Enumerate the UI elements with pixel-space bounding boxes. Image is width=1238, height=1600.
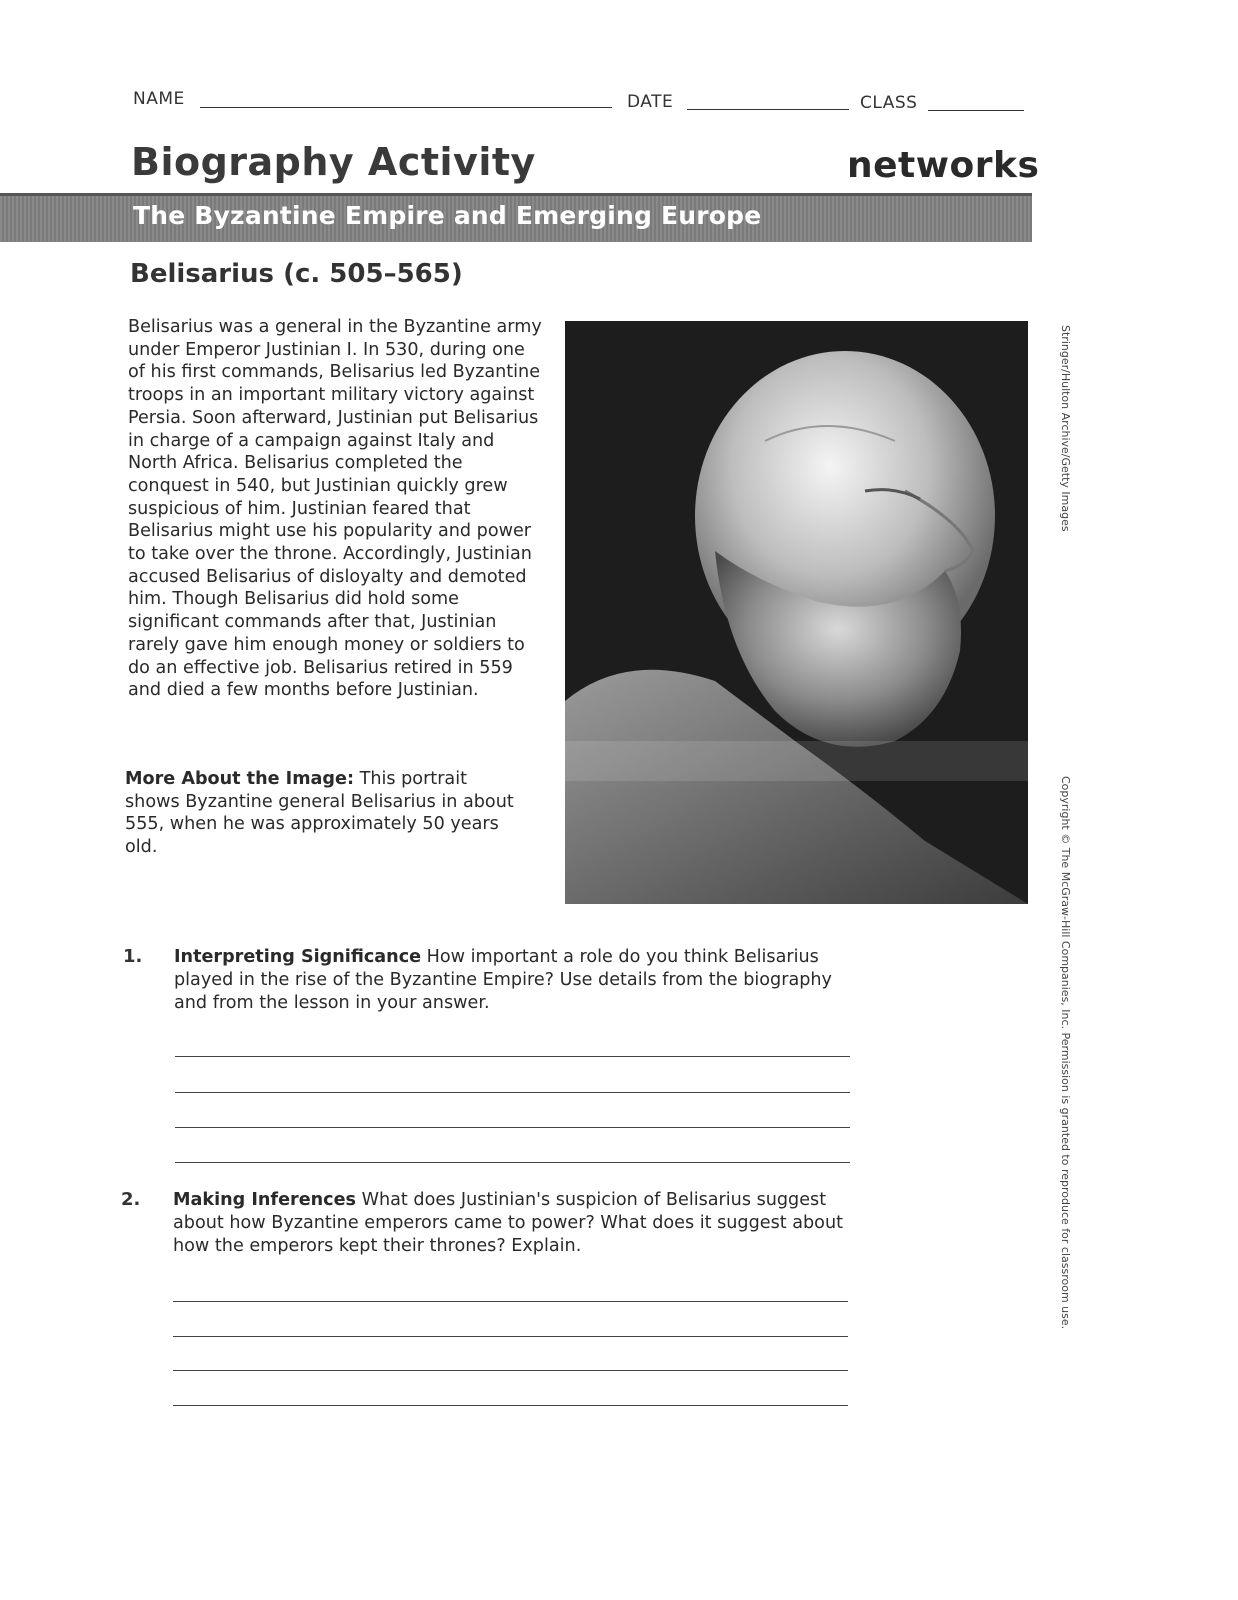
subject-heading: Belisarius (c. 505–565): [130, 259, 463, 289]
portrait-drawing: [565, 321, 1028, 904]
answer-line[interactable]: [173, 1405, 848, 1406]
more-about-image: [125, 768, 525, 859]
question-1-number: 1.: [123, 946, 143, 967]
brand-logo: networks: [847, 145, 1040, 186]
question-2-text: What does Justinian's suspicion of Belisarius suggest about how Byzantine emperors came to power? What does it suggest about how the emperors kept their thrones? Explain.: [173, 1190, 843, 1256]
answer-line[interactable]: [175, 1127, 850, 1128]
copyright-notice: Copyright © The McGraw-Hill Companies, Inc. Permission is granted to reproduce for classroom use.: [1059, 776, 1072, 1330]
page-title: Biography Activity: [131, 140, 536, 184]
name-label: NAME: [133, 89, 185, 109]
date-field[interactable]: [687, 109, 849, 110]
question-1-text: How important a role do you think Belisarius played in the rise of the Byzantine Empire? Use details from the biography and from the lesson in your answer.: [174, 947, 832, 1013]
name-field[interactable]: [200, 107, 612, 108]
portrait-image: [565, 321, 1028, 904]
answer-line[interactable]: [173, 1336, 848, 1337]
question-2-number: 2.: [121, 1189, 141, 1210]
class-field[interactable]: [928, 110, 1024, 111]
answer-line[interactable]: [173, 1301, 848, 1302]
image-credit: Stringer/Hulton Archive/Getty Images: [1059, 325, 1072, 532]
more-about-text: This portrait shows Byzantine general Belisarius in about 555, when he was approximately 50 years old.: [125, 769, 514, 858]
question-2: [173, 1189, 853, 1258]
biography-text: Belisarius was a general in the Byzantine army under Emperor Justinian I. In 530, during one of his first commands, Belisarius led Byzantine troops in an important military victory against Persia. Soon afterward, Justinian put Belisarius in charge of a campaign against Italy and North Africa. Belisarius completed the conquest in 540, but Justinian quickly grew suspicious of him. Justinian feared that Belisarius might use his popularity and power to take over the throne. Accordingly, Justinian accused Belisarius of disloyalty and demoted him. Though Belisarius did hold some significant commands after that, Justinian rarely gave him enough money or soldiers to do an effective job. Belisarius retired in 559 and died a few months before Justinian.: [128, 317, 542, 701]
question-2-label: Making Inferences: [173, 1190, 356, 1210]
date-label: DATE: [627, 92, 674, 112]
question-1: [174, 946, 854, 1015]
more-about-label: More About the Image:: [125, 769, 354, 789]
band-title: The Byzantine Empire and Emerging Europe: [133, 201, 762, 230]
question-1-label: Interpreting Significance: [174, 947, 422, 967]
class-label: CLASS: [860, 93, 918, 113]
answer-line[interactable]: [175, 1162, 850, 1163]
answer-line[interactable]: [173, 1370, 848, 1371]
answer-line[interactable]: [175, 1092, 850, 1093]
answer-line[interactable]: [175, 1056, 850, 1057]
